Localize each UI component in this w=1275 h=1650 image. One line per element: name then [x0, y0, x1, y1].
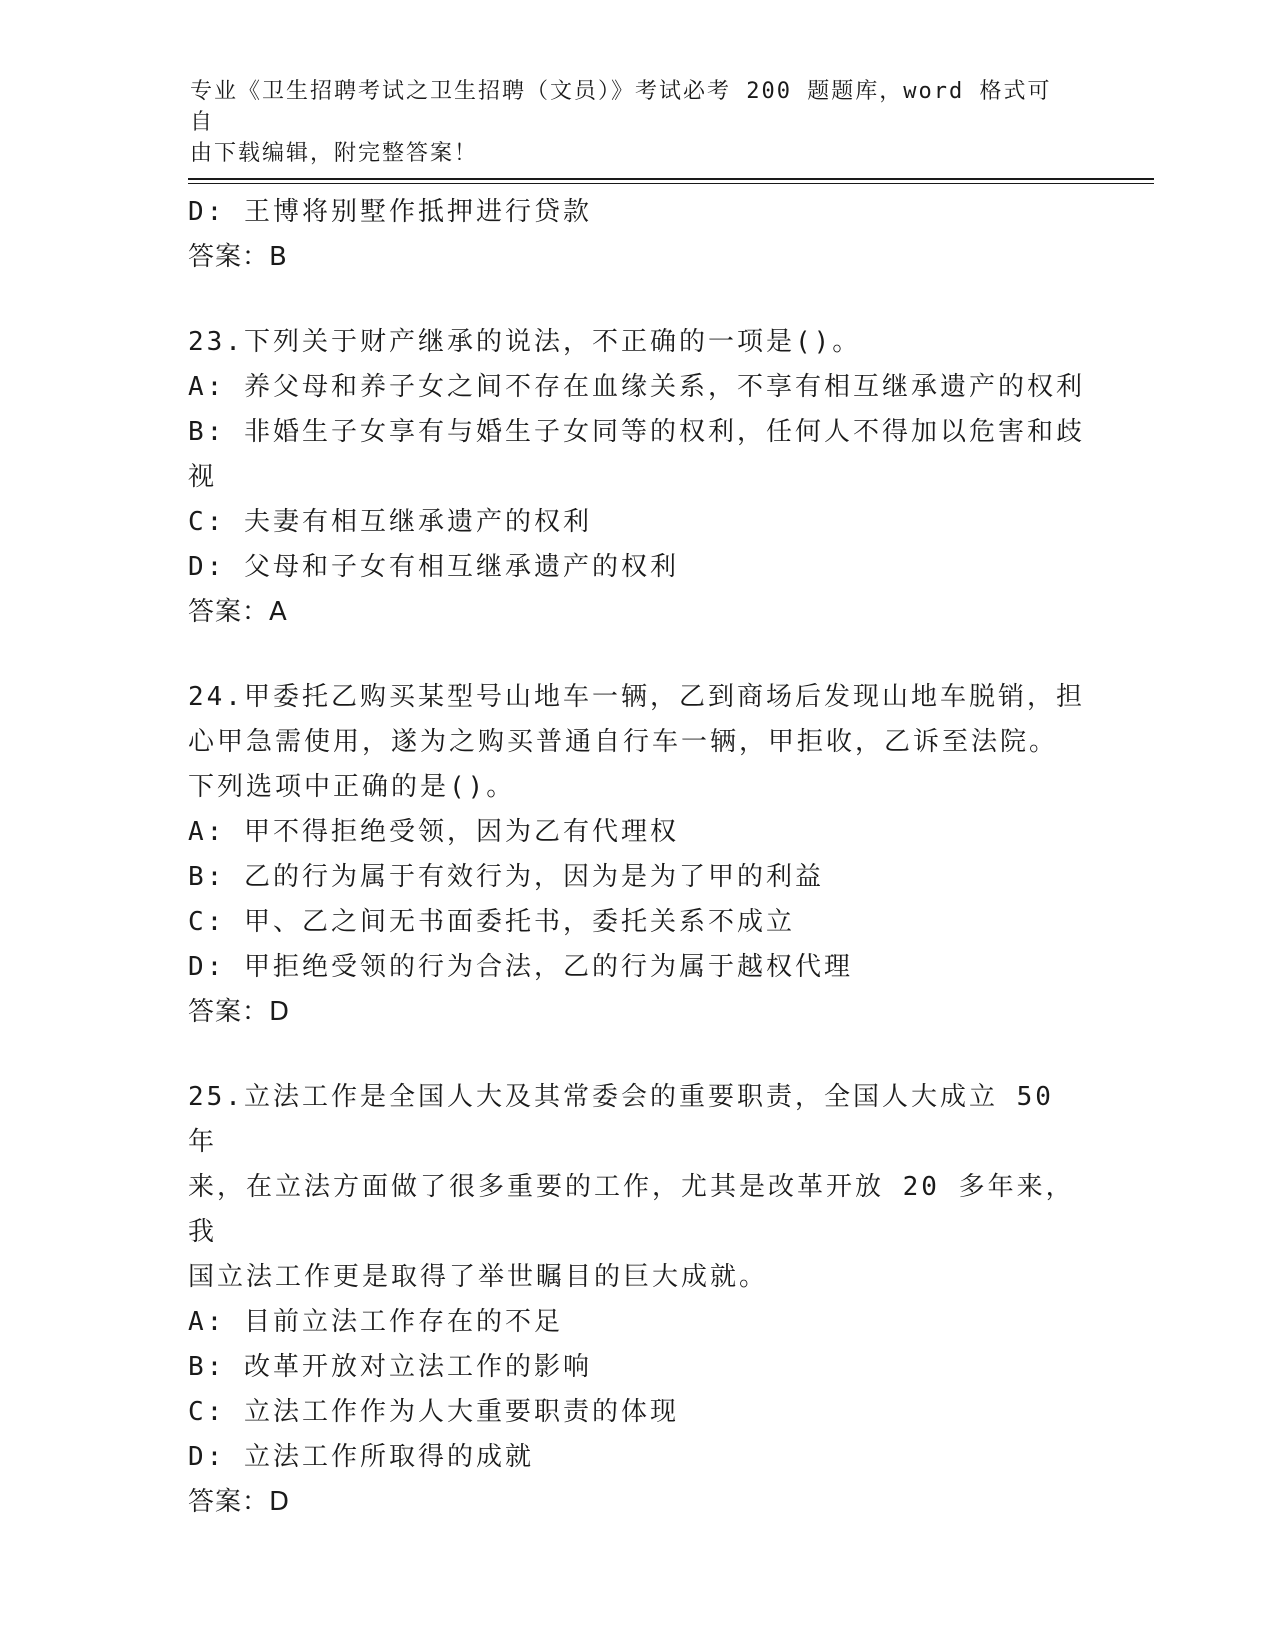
question-22-tail [188, 190, 1088, 280]
option-c: C: 立法工作作为人大重要职责的体现 [188, 1397, 679, 1427]
answer-line: 答案：D [188, 1487, 291, 1517]
option-b: B: 改革开放对立法工作的影响 [188, 1352, 592, 1382]
option-d: D: 王博将别墅作抵押进行贷款 [188, 197, 592, 227]
question-23 [188, 320, 1088, 635]
option-c: C: 甲、乙之间无书面委托书，委托关系不成立 [188, 907, 795, 937]
question-24 [188, 675, 1088, 1035]
option-c: C: 夫妻有相互继承遗产的权利 [188, 507, 592, 537]
option-b: B: 乙的行为属于有效行为，因为是为了甲的利益 [188, 862, 824, 892]
header-rule-thin [188, 183, 1154, 184]
answer-line: 答案：D [188, 997, 291, 1027]
header-rule-thick [188, 178, 1154, 180]
document-content [188, 190, 1088, 1525]
option-d: D: 立法工作所取得的成就 [188, 1442, 534, 1472]
question-stem-continued: 心甲急需使用，遂为之购买普通自行车一辆，甲拒收，乙诉至法院。 [188, 727, 1059, 757]
option-a: A: 甲不得拒绝受领，因为乙有代理权 [188, 817, 679, 847]
option-b-continued: 视 [188, 462, 218, 492]
option-d: D: 父母和子女有相互继承遗产的权利 [188, 552, 679, 582]
question-stem: 23.下列关于财产继承的说法，不正确的一项是()。 [188, 327, 862, 357]
question-25 [188, 1075, 1088, 1525]
option-a: A: 目前立法工作存在的不足 [188, 1307, 563, 1337]
header-line-1: 专业《卫生招聘考试之卫生招聘（文员）》考试必考 200 题题库，word 格式可自 [190, 79, 1052, 135]
question-stem: 25.立法工作是全国人大及其常委会的重要职责，全国人大成立 50 年 [188, 1082, 1054, 1157]
option-d: D: 甲拒绝受领的行为合法，乙的行为属于越权代理 [188, 952, 853, 982]
header-line-2: 由下载编辑，附完整答案！ [190, 141, 479, 166]
question-stem: 24.甲委托乙购买某型号山地车一辆，乙到商场后发现山地车脱销，担 [188, 682, 1085, 712]
question-stem-continued: 国立法工作更是取得了举世瞩目的巨大成就。 [188, 1262, 769, 1292]
option-b: B: 非婚生子女享有与婚生子女同等的权利，任何人不得加以危害和歧 [188, 417, 1085, 447]
answer-line: 答案：A [188, 597, 288, 627]
document-header [190, 76, 1070, 169]
option-a: A: 养父母和养子女之间不存在血缘关系，不享有相互继承遗产的权利 [188, 372, 1085, 402]
question-stem-continued: 来，在立法方面做了很多重要的工作，尤其是改革开放 20 多年来，我 [188, 1172, 1075, 1247]
question-stem-continued: 下列选项中正确的是()。 [188, 772, 516, 802]
answer-line: 答案：B [188, 242, 288, 272]
